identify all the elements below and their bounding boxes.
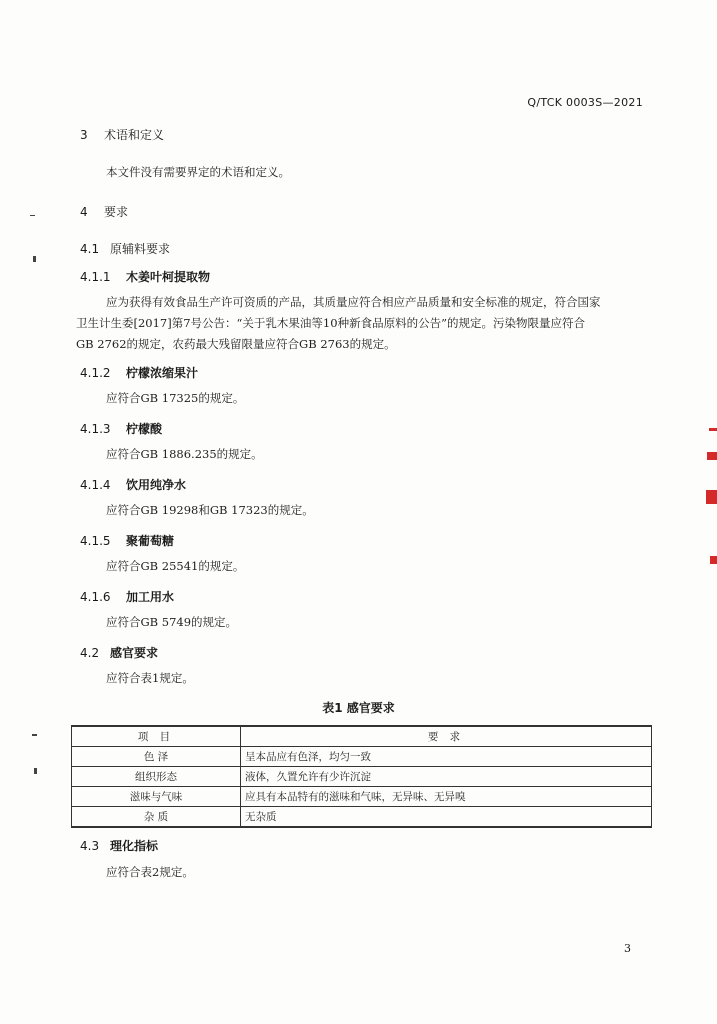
section-4-1-2-number: 4.1.2 bbox=[80, 366, 111, 380]
section-4-2-title: 感官要求 bbox=[110, 646, 159, 660]
section-4-3-heading bbox=[80, 837, 158, 854]
section-4-number: 4 bbox=[80, 205, 88, 219]
section-4-1-3-body: 应符合GB 1886.235的规定。 bbox=[106, 447, 263, 461]
edge-mark bbox=[707, 452, 717, 460]
table-header-row bbox=[72, 726, 652, 747]
section-4-1-4-body: 应符合GB 19298和GB 17323的规定。 bbox=[106, 503, 314, 517]
table-cell-requirement: 无杂质 bbox=[241, 807, 652, 828]
section-3-heading bbox=[80, 126, 164, 143]
margin-mark bbox=[33, 256, 36, 262]
section-4-1-5-number: 4.1.5 bbox=[80, 534, 111, 548]
paragraph-line: 应为获得有效食品生产许可资质的产品，其质量应符合相应产品质量和安全标准的规定，符合国家 bbox=[106, 295, 601, 309]
section-4-1-2-heading bbox=[80, 364, 198, 381]
section-3-title: 术语和定义 bbox=[104, 128, 165, 142]
section-4-1-6-title: 加工用水 bbox=[126, 590, 175, 604]
section-4-1-2-body: 应符合GB 17325的规定。 bbox=[106, 391, 245, 405]
section-4-3-body: 应符合表2规定。 bbox=[106, 865, 194, 879]
section-3-body: 本文件没有需要界定的术语和定义。 bbox=[106, 165, 290, 179]
margin-mark bbox=[32, 734, 37, 736]
section-4-1-1-number: 4.1.1 bbox=[80, 270, 111, 284]
section-4-2-number: 4.2 bbox=[80, 646, 100, 660]
table-cell-item: 组织形态 bbox=[72, 767, 241, 787]
section-4-1-number: 4.1 bbox=[80, 242, 100, 256]
paragraph-line: 卫生计生委[2017]第7号公告：“关于乳木果油等10种新食品原料的公告”的规定。污染物限量应符合 bbox=[76, 316, 585, 330]
section-4-title: 要求 bbox=[104, 205, 129, 219]
table-row bbox=[72, 747, 652, 767]
page-number: 3 bbox=[624, 942, 631, 955]
section-4-1-title: 原辅料要求 bbox=[110, 242, 171, 256]
table-cell-item: 滋味与气味 bbox=[72, 787, 241, 807]
section-4-3-title: 理化指标 bbox=[110, 839, 159, 853]
table-1-caption: 表1 感官要求 bbox=[322, 701, 395, 715]
section-4-1-6-number: 4.1.6 bbox=[80, 590, 111, 604]
section-4-1-3-number: 4.1.3 bbox=[80, 422, 111, 436]
section-4-1-4-heading bbox=[80, 476, 186, 493]
sensory-requirements-table bbox=[71, 725, 652, 828]
table-row bbox=[72, 787, 652, 807]
section-4-1-1-heading bbox=[80, 268, 210, 285]
edge-mark bbox=[710, 556, 717, 564]
section-4-1-4-title: 饮用纯净水 bbox=[126, 478, 187, 492]
section-4-1-4-number: 4.1.4 bbox=[80, 478, 111, 492]
section-4-2-heading bbox=[80, 644, 158, 661]
document-code: Q/TCK 0003S—2021 bbox=[527, 96, 643, 109]
section-4-1-1-title: 木姜叶柯提取物 bbox=[126, 270, 211, 284]
table-cell-item: 色 泽 bbox=[72, 747, 241, 767]
section-4-1-3-heading bbox=[80, 420, 162, 437]
section-4-1-5-heading bbox=[80, 532, 174, 549]
table-cell-requirement: 呈本品应有色泽，均匀一致 bbox=[241, 747, 652, 767]
edge-mark bbox=[706, 490, 717, 504]
section-3-number: 3 bbox=[80, 128, 88, 142]
section-4-1-5-title: 聚葡萄糖 bbox=[126, 534, 175, 548]
table-row bbox=[72, 767, 652, 787]
section-4-1-6-heading bbox=[80, 588, 174, 605]
edge-mark bbox=[709, 428, 717, 431]
table-cell-requirement: 液体，久置允许有少许沉淀 bbox=[241, 767, 652, 787]
margin-mark bbox=[30, 215, 35, 216]
table-header-cell: 项 目 bbox=[72, 726, 241, 747]
section-4-1-heading bbox=[80, 240, 170, 257]
table-row bbox=[72, 807, 652, 828]
section-4-heading bbox=[80, 203, 128, 220]
table-cell-item: 杂 质 bbox=[72, 807, 241, 828]
section-4-3-number: 4.3 bbox=[80, 839, 100, 853]
paragraph-line: GB 2762的规定，农药最大残留限量应符合GB 2763的规定。 bbox=[76, 337, 396, 351]
table-header-cell: 要 求 bbox=[241, 726, 652, 747]
section-4-1-2-title: 柠檬浓缩果汁 bbox=[126, 366, 199, 380]
section-4-1-1-body bbox=[76, 292, 646, 355]
section-4-1-5-body: 应符合GB 25541的规定。 bbox=[106, 559, 245, 573]
section-4-2-body: 应符合表1规定。 bbox=[106, 671, 194, 685]
table-cell-requirement: 应具有本品特有的滋味和气味，无异味、无异嗅 bbox=[241, 787, 652, 807]
section-4-1-3-title: 柠檬酸 bbox=[126, 422, 163, 436]
section-4-1-6-body: 应符合GB 5749的规定。 bbox=[106, 615, 238, 629]
margin-mark bbox=[34, 768, 37, 774]
